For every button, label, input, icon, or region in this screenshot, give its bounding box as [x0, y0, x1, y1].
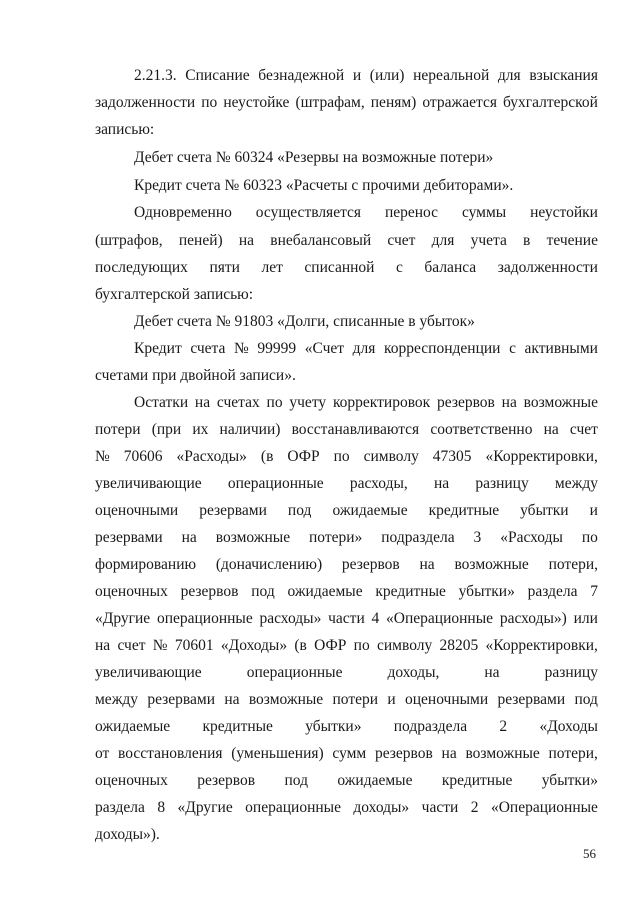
word: Одновременно — [134, 204, 232, 221]
text-line: счетами при двойной записи». — [95, 367, 296, 384]
word: операционные — [227, 475, 324, 492]
word: на — [484, 664, 500, 681]
word: для — [431, 232, 455, 249]
word: подраздела — [381, 529, 455, 546]
word: доходы, — [387, 664, 440, 681]
word: оценочных — [95, 583, 168, 600]
word: на — [238, 232, 255, 249]
word: кредитные — [441, 772, 513, 789]
word: или — [573, 610, 598, 627]
text-line — [95, 528, 598, 548]
word: и — [589, 502, 598, 519]
word: неустойке — [223, 94, 290, 111]
word: баланса — [424, 259, 477, 276]
text-line — [95, 555, 598, 575]
word: Списание — [185, 67, 250, 84]
word: пеням) — [370, 94, 417, 111]
text-line: бухгалтерской записью: — [95, 286, 254, 303]
word: Остатки — [134, 394, 189, 411]
text-line — [95, 717, 598, 737]
word: наличии) — [219, 421, 281, 438]
word: «Другие — [177, 799, 233, 816]
text-line: доходы»). — [95, 826, 160, 843]
word: (доначислению) — [215, 556, 323, 573]
text-line — [134, 339, 598, 359]
word: 99999 — [257, 340, 297, 357]
word: резервов — [341, 556, 400, 573]
word: 3 — [473, 529, 482, 546]
word: задолженности — [95, 94, 196, 111]
word: безнадежной — [258, 67, 345, 84]
word: восстанавливаются — [291, 421, 420, 438]
word: лет — [261, 259, 283, 276]
word: «Операционные — [490, 799, 598, 816]
word: с — [509, 340, 516, 357]
text-line — [134, 393, 598, 413]
word: резервами — [147, 691, 216, 708]
word: операционные — [245, 799, 341, 816]
text-line — [95, 582, 598, 602]
text-line — [95, 420, 598, 440]
word: для — [352, 340, 376, 357]
word: 2.21.3. — [134, 67, 177, 84]
word: между — [95, 691, 139, 708]
word: на — [224, 691, 240, 708]
word: счет — [387, 232, 416, 249]
word: 7 — [590, 583, 598, 600]
word: раздела — [95, 799, 145, 816]
word: корректировок — [332, 394, 431, 411]
word: учету — [289, 394, 327, 411]
word: возможные — [454, 556, 529, 573]
word: от — [95, 745, 110, 762]
word: их — [192, 421, 209, 438]
word: по — [266, 394, 283, 411]
word: течение — [546, 232, 598, 249]
word: с — [396, 259, 403, 276]
word: неустойки — [530, 204, 598, 221]
word: взыскания — [529, 67, 598, 84]
text-line — [95, 258, 598, 278]
word: (в — [294, 637, 307, 654]
word: потери, — [548, 745, 598, 762]
word: ожидаемые — [332, 502, 408, 519]
text-line: записью: — [95, 121, 155, 138]
word: 70606 — [123, 448, 163, 465]
text-line — [95, 690, 598, 710]
word: по — [353, 637, 370, 654]
word: и — [387, 691, 396, 708]
word: внебалансовый — [270, 232, 372, 249]
word: убытки» — [305, 718, 362, 735]
text-line — [95, 798, 598, 818]
word: сумм — [332, 745, 367, 762]
word: отражается — [422, 94, 497, 111]
text-line: Кредит счета № 60323 «Расчеты с прочими дебиторами». — [134, 177, 514, 194]
word: расходы») — [499, 610, 567, 627]
word: 8 — [157, 799, 166, 816]
word: «Другие — [95, 610, 151, 627]
word: на — [543, 421, 559, 438]
word: ОФР — [314, 637, 347, 654]
word: нереальной — [413, 67, 490, 84]
word: восстановления — [118, 745, 223, 762]
word: 28205 — [439, 637, 479, 654]
word: увеличивающие — [95, 475, 202, 492]
word: на — [433, 475, 450, 492]
word: счет — [569, 421, 598, 438]
word: ОФР — [287, 448, 320, 465]
word: расходы, — [349, 475, 408, 492]
word: пяти — [209, 259, 240, 276]
word: «Расходы» — [176, 448, 247, 465]
word: «Счет — [304, 340, 345, 357]
word: активными — [524, 340, 598, 357]
word: в — [523, 232, 531, 249]
word: разницу — [544, 664, 598, 681]
word: операционные — [246, 664, 343, 681]
word: кредитные — [202, 718, 273, 735]
word: резервов — [437, 394, 495, 411]
word: пеней) — [178, 232, 223, 249]
text-line — [95, 609, 598, 629]
word: между — [554, 475, 598, 492]
text-line — [95, 636, 598, 656]
word: 47305 — [432, 448, 472, 465]
text-line: Дебет счета № 91803 «Долги, списанные в убыток» — [134, 313, 475, 330]
word: «Корректировки, — [485, 637, 598, 654]
word: (уменьшения) — [231, 745, 324, 762]
word: под — [574, 691, 598, 708]
word: убытки» — [541, 772, 598, 789]
word: перенос — [384, 204, 439, 221]
word: на — [441, 745, 457, 762]
text-line — [95, 663, 598, 683]
text-line — [134, 66, 598, 86]
word: корреспонденции — [384, 340, 501, 357]
word: возможные — [523, 394, 598, 411]
word: по — [581, 529, 598, 546]
word: части — [328, 610, 365, 627]
page-number: 56 — [583, 846, 596, 861]
word: под — [284, 772, 308, 789]
word: подраздела — [393, 718, 468, 735]
text-line — [95, 744, 598, 764]
text-line — [95, 474, 598, 494]
word: списанной — [304, 259, 375, 276]
word: резервами — [497, 691, 566, 708]
word: возможные — [248, 691, 324, 708]
word: расходы» — [259, 610, 322, 627]
word: символу — [377, 637, 433, 654]
word: резервами — [95, 529, 163, 546]
word: счета — [190, 340, 226, 357]
word: операционные — [156, 610, 253, 627]
word: потери» — [309, 529, 363, 546]
word: последующих — [95, 259, 188, 276]
word: на — [181, 529, 197, 546]
word: Кредит — [134, 340, 182, 357]
word: потери, — [548, 556, 598, 573]
text-line — [95, 93, 598, 113]
word: 4 — [371, 610, 380, 627]
word: бухгалтерской — [503, 94, 598, 111]
word: на — [419, 556, 435, 573]
word: «Расходы — [500, 529, 563, 546]
word: под — [287, 502, 312, 519]
word: и — [352, 67, 362, 84]
word: ожидаемые — [287, 583, 363, 600]
word: для — [497, 67, 521, 84]
word: доходы» — [353, 799, 410, 816]
text-line — [95, 231, 598, 251]
word: символу — [363, 448, 419, 465]
word: счетах — [216, 394, 260, 411]
word: № — [234, 340, 249, 357]
word: учета — [470, 232, 507, 249]
word: на — [194, 394, 211, 411]
word: резервами — [199, 502, 267, 519]
word: резервов — [197, 772, 256, 789]
word: ожидаемые — [95, 718, 171, 735]
word: задолженности — [497, 259, 598, 276]
word: «Операционные — [386, 610, 494, 627]
word: 70601 — [174, 637, 214, 654]
word: кредитные — [428, 502, 500, 519]
word: «Корректировки, — [485, 448, 598, 465]
word: оценочными — [404, 691, 489, 708]
word: разницу — [475, 475, 529, 492]
word: возможные — [215, 529, 291, 546]
word: (при — [151, 421, 182, 438]
word: (или) — [369, 67, 405, 84]
word: возможные — [465, 745, 540, 762]
word: потери — [332, 691, 379, 708]
word: резервов — [180, 583, 239, 600]
word: формированию — [95, 556, 197, 573]
word: 2 — [470, 799, 479, 816]
word: 2 — [499, 718, 508, 735]
text-line — [134, 203, 598, 223]
word: по — [201, 94, 218, 111]
word: (в — [260, 448, 274, 465]
word: (штрафов, — [95, 232, 163, 249]
word: оценочными — [95, 502, 179, 519]
word: убытки — [520, 502, 569, 519]
text-line — [95, 771, 598, 791]
word: убытки» — [458, 583, 515, 600]
word: на — [95, 637, 111, 654]
word: суммы — [461, 204, 507, 221]
word: на — [501, 394, 517, 411]
word: осуществляется — [255, 204, 362, 221]
word: соответственно — [430, 421, 533, 438]
word: части — [421, 799, 459, 816]
word: кредитные — [375, 583, 446, 600]
word: № — [95, 448, 110, 465]
word: резервов — [374, 745, 433, 762]
word: «Доходы — [539, 718, 598, 735]
text-line: Дебет счета № 60324 «Резервы на возможные потери» — [134, 149, 494, 166]
word: по — [333, 448, 350, 465]
text-line — [95, 501, 598, 521]
word: потери — [95, 421, 141, 438]
word: оценочных — [95, 772, 168, 789]
word: № — [152, 637, 168, 654]
word: (штрафам, — [295, 94, 365, 111]
word: счет — [117, 637, 146, 654]
word: «Доходы» — [220, 637, 288, 654]
word: под — [251, 583, 275, 600]
word: увеличивающие — [95, 664, 202, 681]
word: ожидаемые — [337, 772, 413, 789]
word: раздела — [527, 583, 578, 600]
text-line — [95, 447, 598, 467]
